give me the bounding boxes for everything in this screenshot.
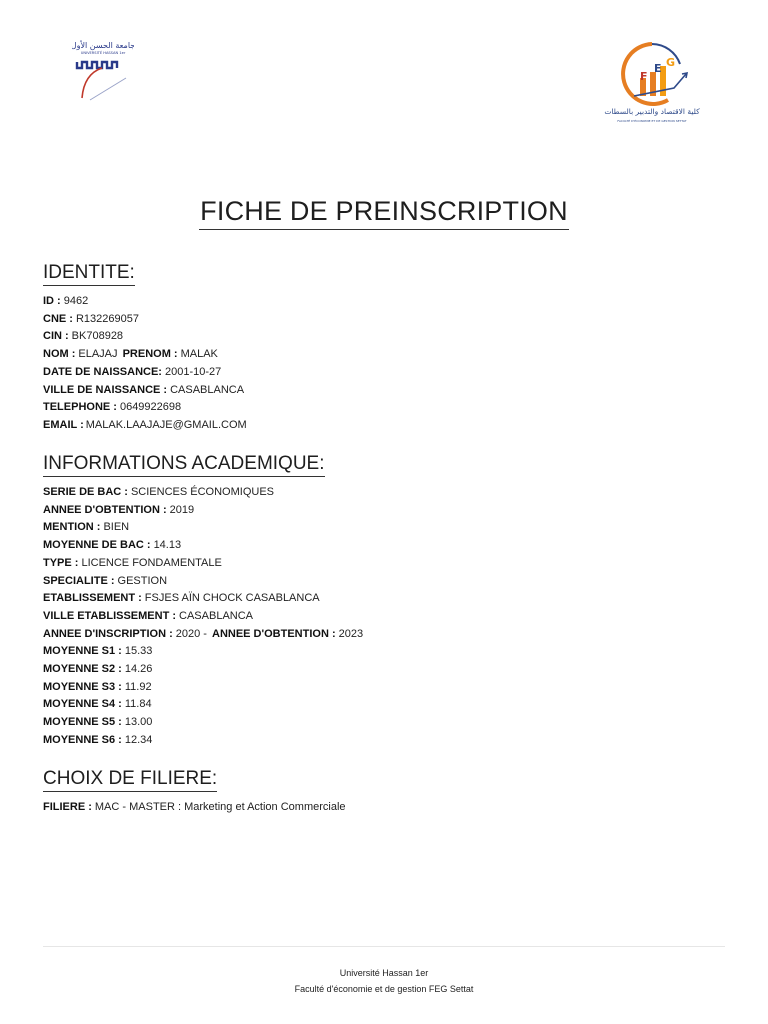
filiere-heading: CHOIX DE FILIERE: <box>43 768 217 792</box>
svg-text:G: G <box>666 56 676 69</box>
footer-university: Université Hassan 1er <box>339 968 429 978</box>
naissance-row: DATE DE NAISSANCE: 2001-10-27 <box>43 365 222 378</box>
specialite-row: SPECIALITE : GESTION <box>43 574 168 587</box>
telephone-row: TELEPHONE : 0649922698 <box>43 401 182 414</box>
nom-prenom-row: NOM : ELAJAJ PRENOM : MALAK <box>43 348 218 361</box>
moyenne-bac-row: MOYENNE DE BAC : 14.13 <box>43 539 182 552</box>
moyenne-s4-row: MOYENNE S4 : 11.84 <box>43 698 152 711</box>
identite-heading: IDENTITE: <box>43 262 135 286</box>
email-row: EMAIL : MALAK.LAAJAJE@GMAIL.COM <box>43 418 247 431</box>
identite-section <box>43 262 728 435</box>
feg-logo <box>604 38 700 126</box>
filiere-row: FILIERE : MAC - MASTER : Marketing et Action Commerciale <box>43 801 346 813</box>
university-logo <box>72 38 134 104</box>
svg-text:كلية الاقتصاد والتدبير بالسطات: كلية الاقتصاد والتدبير بالسطات <box>604 107 700 116</box>
svg-text:FACULTÉ D'ÉCONOMIE ET DE GESTI: FACULTÉ D'ÉCONOMIE ET DE GESTION SETTAT <box>617 119 687 123</box>
id-row: ID : 9462 <box>43 295 89 307</box>
type-row: TYPE : LICENCE FONDAMENTALE <box>43 556 222 569</box>
academique-heading: INFORMATIONS ACADEMIQUE: <box>43 453 325 477</box>
academique-section <box>43 453 728 750</box>
cin-row: CIN : BK708928 <box>43 330 124 343</box>
ville-naissance-row: VILLE DE NAISSANCE : CASABLANCA <box>43 383 245 396</box>
cne-row: CNE : R132269057 <box>43 312 139 325</box>
moyenne-s1-row: MOYENNE S1 : 15.33 <box>43 645 153 658</box>
annees-row: ANNEE D'INSCRIPTION : 2020 - ANNEE D'OBTENTION : 2023 <box>43 627 364 640</box>
footer-faculty: Faculté d'économie et de gestion FEG Settat <box>294 984 474 994</box>
filiere-section <box>43 768 728 817</box>
footer-divider <box>43 946 725 947</box>
footer <box>0 965 768 997</box>
svg-text:E: E <box>654 62 662 75</box>
page-title <box>0 196 768 230</box>
university-logo-arabic: جامعة الحسن الأول <box>72 41 134 50</box>
serie-bac-row: SERIE DE BAC : SCIENCES ÉCONOMIQUES <box>43 486 274 498</box>
etablissement-row: ETABLISSEMENT : FSJES AÏN CHOCK CASABLANCA <box>43 592 320 605</box>
page-title-text: FICHE DE PREINSCRIPTION <box>199 196 569 230</box>
annee-obtention-bac-row: ANNEE D'OBTENTION : 2019 <box>43 503 195 516</box>
moyenne-s2-row: MOYENNE S2 : 14.26 <box>43 663 153 676</box>
moyenne-s6-row: MOYENNE S6 : 12.34 <box>43 733 153 746</box>
moyenne-s5-row: MOYENNE S5 : 13.00 <box>43 716 153 729</box>
svg-text:F: F <box>640 70 648 83</box>
ville-etablissement-row: VILLE ETABLISSEMENT : CASABLANCA <box>43 609 254 622</box>
svg-text:UNIVERSITÉ HASSAN 1er: UNIVERSITÉ HASSAN 1er <box>80 51 126 55</box>
mention-row: MENTION : BIEN <box>43 521 130 534</box>
moyenne-s3-row: MOYENNE S3 : 11.92 <box>43 680 152 693</box>
